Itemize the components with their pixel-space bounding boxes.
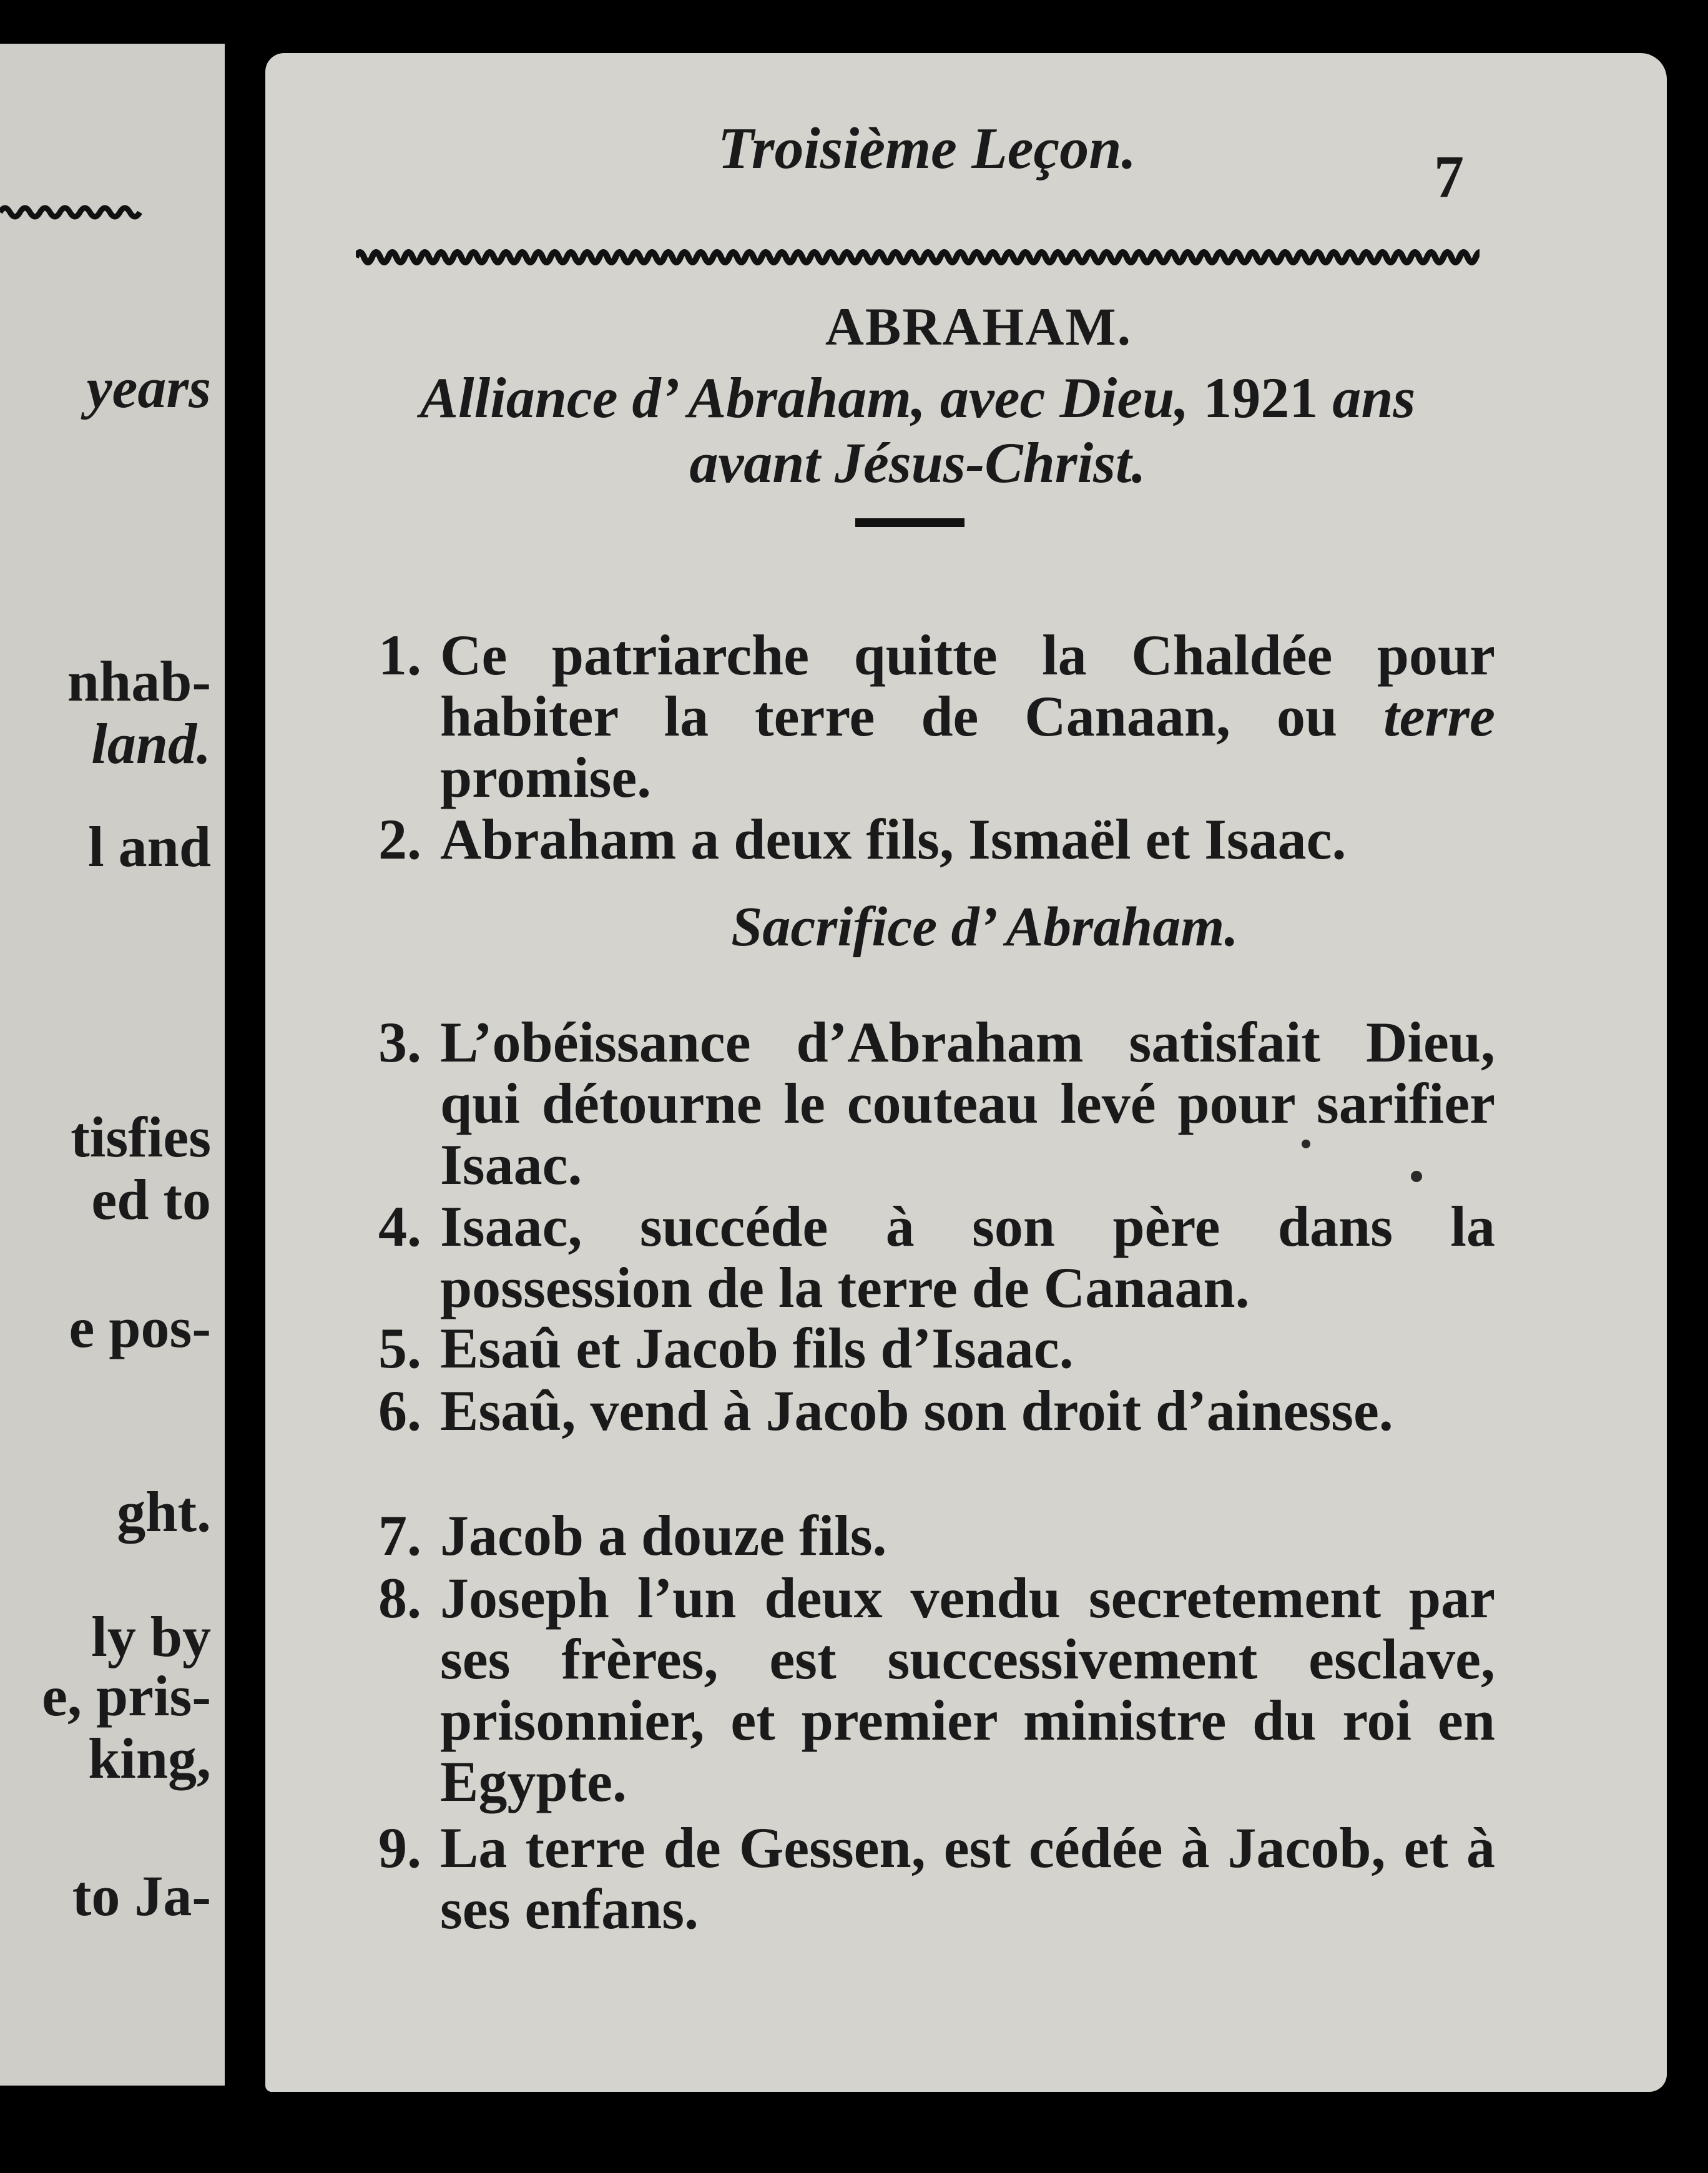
list-item (334, 1318, 1495, 1379)
left-fragment-line: ed to (91, 1168, 211, 1231)
list-item (334, 809, 1495, 870)
chapter-heading: ABRAHAM. (825, 297, 1132, 357)
subtitle-year: 1921 (1189, 366, 1333, 430)
list-item (334, 1012, 1495, 1195)
item-number: 2. (378, 807, 421, 871)
ink-speck (1411, 1171, 1422, 1182)
item-number: 1. (378, 623, 421, 687)
left-fragment-line: e pos- (69, 1296, 211, 1359)
list-item (334, 1505, 1495, 1566)
list-item (334, 1380, 1495, 1441)
left-fragment-line: ly by (91, 1605, 211, 1668)
item-number: 7. (378, 1504, 421, 1567)
ornamental-rule (356, 244, 1480, 271)
left-fragment-line: ght. (117, 1480, 211, 1544)
list-item (334, 624, 1495, 808)
item-number: 6. (378, 1379, 421, 1442)
item-text: La terre de Gessen, est cédée à Jacob, et à ses enfans. (440, 1816, 1495, 1941)
item-number: 5. (378, 1316, 421, 1380)
left-fragment-line: l and (88, 815, 211, 879)
left-fragment-line: nhab- (67, 649, 211, 713)
item-text: Jacob a douze fils. (440, 1504, 887, 1567)
list-item (334, 1196, 1495, 1318)
item-text: Esaû et Jacob fils d’Isaac. (440, 1316, 1074, 1380)
item-text (440, 624, 1495, 808)
left-fragment-line: tisfies (71, 1105, 211, 1169)
item-number: 9. (378, 1816, 421, 1880)
page-header (265, 53, 1667, 240)
left-page-fragment (0, 44, 225, 2086)
item-number: 4. (378, 1195, 421, 1258)
item-text-end: promise. (440, 746, 652, 809)
book-page (265, 53, 1667, 2092)
list-item (334, 1567, 1495, 1812)
item-text-main: Ce patriarche quitte la Chaldée pour habiter la terre de Canaan, ou (440, 623, 1495, 748)
running-title: Troisième Leçon. (718, 116, 1137, 181)
item-text: Joseph l’un deux vendu secretement par ses frères, est successivement esclave, prisonnier, et premier ministre du roi en Egypte. (440, 1566, 1495, 1813)
separator-dash (855, 518, 964, 527)
list-item (334, 1817, 1495, 1939)
item-text: Abraham a deux fils, Ismaël et Isaac. (440, 807, 1347, 871)
page-number: 7 (1434, 143, 1464, 210)
item-text-italic: terre (1383, 684, 1495, 748)
left-fragment-line: to Ja- (72, 1864, 211, 1928)
item-text: Isaac, succéde à son père dans la possession de la terre de Canaan. (440, 1195, 1495, 1319)
subtitle-part-1: Alliance d’ Abraham, avec Dieu, (420, 366, 1189, 430)
left-fragment-line: years (86, 356, 211, 420)
left-fragment-line: land. (91, 712, 211, 776)
section-title: Sacrifice d’ Abraham. (731, 896, 1239, 958)
item-text: Esaû, vend à Jacob son droit d’ainesse. (440, 1379, 1393, 1442)
item-text: L’obéissance d’Abraham satisfait Dieu, qui détourne le couteau levé pour sarifier Isaac. (440, 1010, 1495, 1196)
ink-speck (1302, 1140, 1310, 1148)
chapter-subtitle (359, 365, 1476, 495)
left-fragment-line: e, pris- (42, 1664, 211, 1728)
left-fragment-line: king, (88, 1727, 211, 1790)
item-number: 8. (378, 1566, 421, 1630)
subtitle-part-2: ans avant Jésus-Christ. (689, 366, 1416, 495)
ornamental-rule-left (0, 200, 144, 225)
item-number: 3. (378, 1010, 421, 1074)
